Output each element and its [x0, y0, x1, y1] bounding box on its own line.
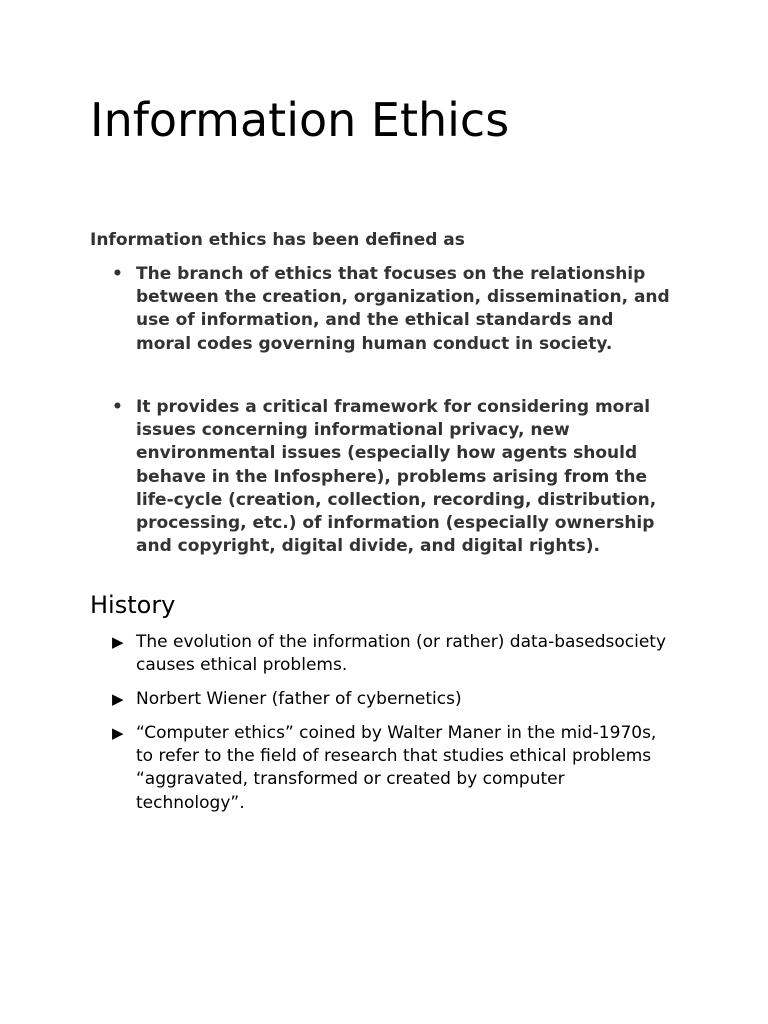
definition-text: It provides a critical framework for considering moral issues concerning informational privacy, new environmental issues (especially how agents should behave in the Infosphere), problems arising from the life-cycle (creation, collection, recording, distribution, processing, etc.) of information (especially ownership and copyright, digital divide, and digital rights). — [136, 397, 657, 557]
page-title: Information Ethics — [90, 93, 510, 147]
history-item — [112, 631, 672, 677]
definition-text: The branch of ethics that focuses on the relationship between the creation, organization, dissemination, and use of information, and the ethical standards and moral codes governing human conduct in society. — [136, 264, 670, 354]
history-item — [112, 722, 672, 815]
history-item — [112, 688, 672, 711]
history-text: The evolution of the information (or rather) data-basedsociety causes ethical problems. — [136, 632, 667, 676]
triangle-bullet-icon: ▶ — [112, 690, 124, 708]
bullet-dot-icon: • — [112, 397, 123, 417]
definition-item — [112, 263, 672, 356]
definition-item — [112, 396, 672, 558]
intro-text: Information ethics has been defined as — [90, 230, 465, 250]
triangle-bullet-icon: ▶ — [112, 633, 124, 651]
history-heading: History — [90, 591, 176, 619]
bullet-dot-icon: • — [112, 264, 123, 284]
history-text: “Computer ethics” coined by Walter Maner in the mid-1970s, to refer to the field of research that studies ethical problems “aggravated, transformed or created by computer technology”. — [136, 723, 657, 813]
history-text: Norbert Wiener (father of cybernetics) — [136, 689, 462, 709]
triangle-bullet-icon: ▶ — [112, 724, 124, 742]
